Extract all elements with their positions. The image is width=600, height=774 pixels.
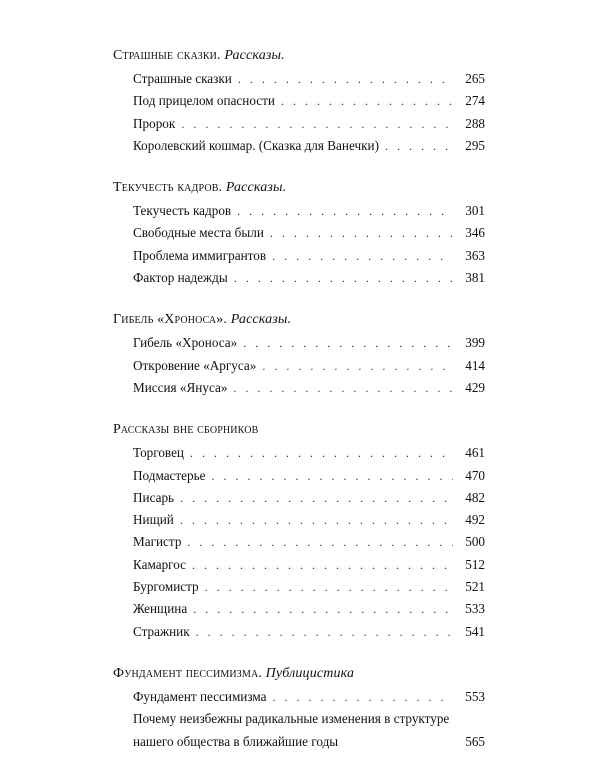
page-number: 301 — [465, 203, 485, 219]
entry-title: Под прицелом опасности — [133, 93, 275, 109]
entry-title: Страшные сказки — [133, 71, 232, 86]
toc-entry — [113, 222, 485, 244]
section-subtitle: Рассказы. — [224, 48, 285, 63]
page-number: 482 — [465, 489, 485, 505]
dot-leader — [181, 113, 453, 135]
entry-title: Проблема иммигрантов — [133, 247, 267, 263]
toc-entry — [113, 621, 485, 643]
dot-leader — [212, 465, 454, 487]
entry-title: Пророк — [133, 115, 176, 131]
page-number: 461 — [465, 445, 485, 461]
dot-leader — [237, 200, 453, 222]
toc-entry — [113, 113, 485, 135]
dot-leader — [233, 377, 453, 399]
dot-leader — [385, 135, 453, 157]
dot-leader — [270, 222, 453, 244]
section-title — [113, 46, 485, 65]
section-title-text: Рассказы вне сборников — [113, 422, 259, 438]
page-number: 541 — [465, 623, 485, 639]
entry-title-line2: нашего общества в ближайшие годы — [133, 733, 339, 749]
toc-section — [113, 46, 485, 157]
toc-entry — [113, 200, 485, 222]
page-number: 429 — [465, 379, 485, 395]
entry-title: Фундамент пессимизма — [133, 688, 267, 704]
toc-section — [113, 310, 485, 399]
section-subtitle: Публицистика — [265, 665, 355, 681]
page-number: 565 — [465, 733, 485, 749]
toc-section — [113, 178, 485, 289]
dot-leader — [205, 576, 453, 598]
entry-title: Писарь — [133, 489, 175, 505]
toc-entry — [113, 332, 485, 354]
page-number: 288 — [465, 115, 485, 131]
entry-title: Женщина — [133, 601, 188, 617]
entry-title: Гибель «Хроноса» — [133, 335, 238, 351]
page-number: 295 — [465, 137, 485, 153]
section-title-text: Фундамент пессимизма. — [113, 665, 263, 681]
page-number: 512 — [465, 556, 485, 572]
page-number: 274 — [465, 93, 485, 109]
toc-entry — [113, 686, 485, 708]
toc-entry — [113, 554, 485, 576]
page-number: 470 — [465, 467, 485, 483]
page-number: 346 — [465, 225, 485, 241]
page-number: 399 — [465, 335, 485, 351]
page-number: 265 — [465, 71, 485, 86]
dot-leader — [234, 267, 453, 289]
toc-section — [113, 664, 485, 753]
dot-leader — [243, 332, 453, 354]
entry-title: Нищий — [133, 512, 174, 528]
dot-leader — [187, 531, 453, 553]
toc-entry — [113, 355, 485, 377]
entry-title: Фактор надежды — [133, 270, 228, 286]
toc-entry — [113, 598, 485, 620]
entry-title: Подмастерье — [133, 467, 206, 483]
section-title — [113, 664, 485, 683]
entry-title: Королевский кошмар. (Сказка для Ванечки) — [133, 137, 379, 153]
toc-entry — [113, 531, 485, 553]
entry-title: Откровение «Аргуса» — [133, 357, 257, 373]
toc-entry — [113, 487, 485, 509]
entry-title-continued — [133, 731, 485, 753]
page-number: 500 — [465, 534, 485, 550]
section-title — [113, 310, 485, 329]
dot-leader — [190, 442, 453, 464]
toc-section — [113, 420, 485, 643]
dot-leader — [272, 245, 453, 267]
page-number: 521 — [465, 579, 485, 595]
toc-entry — [113, 442, 485, 464]
toc-entry — [113, 576, 485, 598]
entry-title: Миссия «Януса» — [133, 379, 228, 395]
entry-title: Свободные места были — [133, 225, 264, 241]
page-number: 381 — [465, 270, 485, 286]
section-title-text: Текучесть кадров. — [113, 180, 223, 196]
section-title — [113, 420, 485, 439]
entry-title: Торговец — [133, 445, 184, 461]
section-title-text: Страшные сказки. — [113, 48, 221, 63]
dot-leader — [238, 68, 453, 90]
dot-leader — [196, 621, 453, 643]
dot-leader — [262, 355, 453, 377]
entry-title: Текучесть кадров — [133, 203, 232, 219]
page-number: 414 — [465, 357, 485, 373]
page-number: 363 — [465, 247, 485, 263]
section-subtitle: Рассказы. — [225, 180, 287, 196]
entry-title: Стражник — [133, 623, 190, 639]
section-title-text: Гибель «Хроноса». — [113, 312, 228, 328]
toc-entry — [113, 68, 485, 90]
toc-entry — [113, 708, 485, 753]
table-of-contents — [113, 46, 485, 774]
toc-entry — [113, 377, 485, 399]
dot-leader — [180, 509, 453, 531]
entry-title: Камаргос — [133, 556, 187, 572]
toc-entry — [113, 509, 485, 531]
page-number: 553 — [465, 688, 485, 704]
toc-entry — [113, 135, 485, 157]
dot-leader — [273, 686, 454, 708]
entry-title: Магистр — [133, 534, 182, 550]
dot-leader — [281, 90, 453, 112]
dot-leader — [180, 487, 453, 509]
toc-entry — [113, 90, 485, 112]
dot-leader — [192, 554, 453, 576]
toc-entry — [113, 465, 485, 487]
entry-title: Почему неизбежны радикальные изменения в структуре — [133, 711, 450, 727]
toc-entry — [113, 245, 485, 267]
section-title — [113, 178, 485, 197]
toc-entry — [113, 267, 485, 289]
page-number: 492 — [465, 512, 485, 528]
page-number: 533 — [465, 601, 485, 617]
dot-leader — [193, 598, 453, 620]
section-subtitle: Рассказы. — [230, 312, 292, 328]
entry-title: Бургомистр — [133, 579, 199, 595]
